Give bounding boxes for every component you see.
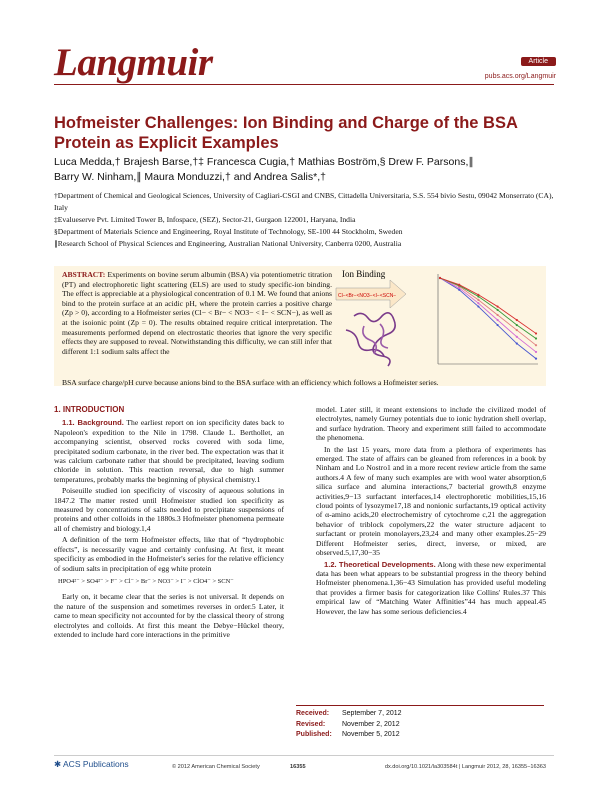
protein-helix: [354, 313, 395, 366]
data-point: [535, 351, 537, 353]
paragraph: The earliest report on ion specificity dates back to Napoleon's expedition to the Nile in 1798. Claude L. Berthollet, an accompanying scientist, observed rocks covered with soda lime, precipitated sodium carbonate, in the river bed. The expectation was that it was calcium carbonate rather that should be precipitated, leaving sodium chloride in solution. This reaction reversal, due to high summer temperatures, probably marks the beginning of physical chemistry.1: [54, 418, 284, 484]
abstract-text-end: BSA surface charge/pH curve because anions bind to the BSA surface with an efficiency which follows a Hofmeister series.: [62, 378, 439, 387]
protein-structure: [346, 313, 395, 366]
toc-series-text: Cl−<Br−<NO3−<I−<SCN−: [338, 293, 397, 299]
data-point: [535, 332, 537, 334]
series-line-SCN: [440, 278, 536, 359]
data-point: [497, 314, 499, 316]
journal-logo: Langmuir: [54, 41, 213, 84]
published-label: Published:: [296, 731, 332, 738]
body-column-right: [316, 405, 546, 618]
data-point: [497, 309, 499, 311]
data-point: [516, 329, 518, 331]
acs-logo-icon: ✱: [54, 759, 64, 769]
article-type-badge: Article: [521, 57, 556, 66]
paragraph: Poiseuille studied ion specificity of viscosity of aqueous solutions in 1847.2 The matter rested until Hofmeister studied ion specificity as measured by concentrations of salts needed to precipitate suspensions of proteins and other colloids in the 1880s.3 Hofmeister phenomena permeate all of chemistry and biology.1,4: [54, 486, 284, 533]
publisher-name: ACS Publications: [63, 759, 129, 769]
subsection-heading: 1.2. Theoretical Developments.: [324, 559, 436, 569]
header-rule: [54, 84, 554, 85]
toc-label: Ion Binding: [342, 269, 386, 279]
page-number: 16355: [290, 764, 306, 770]
revised-label: Revised:: [296, 720, 326, 728]
abstract-text: [62, 270, 332, 356]
series-line-I: [440, 278, 536, 352]
data-point: [516, 342, 518, 344]
author-list: [54, 155, 554, 185]
received-label: Received:: [296, 710, 330, 717]
data-point: [535, 358, 537, 360]
data-point: [497, 319, 499, 321]
publication-dates: [296, 705, 544, 741]
received-date: September 7, 2012: [342, 710, 402, 717]
paragraph: A definition of the term Hofmeister effects, like that of “hydrophobic effects”, is necessarily vague and certainly confusing. At first, it meant specificity as embodied in the Hofmeister's series for the relative efficiency of sodium salts in precipitation of egg white protein: [54, 535, 284, 573]
data-point: [477, 305, 479, 307]
toc-graphic: [334, 268, 542, 376]
data-point: [439, 277, 441, 279]
footer-rule: [54, 755, 554, 756]
affiliation: †Department of Chemical and Geological Sciences, University of Cagliari-CSGI and CNBS, Cittadella Universitaria, S.S. 554 bivio Sestu, 09042 Monserrato (CA), Italy: [54, 191, 554, 212]
protein-helix: [346, 330, 384, 356]
acs-publications-logo[interactable]: [54, 759, 129, 770]
paragraph: Along with these new experimental data has been what appears to be substantial progress in the theory behind Hofmeister phenomena.1,36−43 Simulation has provided useful modeling that provides a firmer basis for categorization like Collins' Rules.37 This empirical law of “Matching Water Affinities”44 has much appeal.45 However, the law has some serious deficiencies.4: [316, 559, 546, 616]
affiliation: §Department of Materials Science and Engineering, Royal Institute of Technology, SE-100 44 Stockholm, Sweden: [54, 227, 403, 236]
data-point: [477, 299, 479, 301]
affiliations: [54, 190, 554, 250]
body-column-left: [54, 405, 284, 641]
affiliation: ‡Evalueserve Pvt. Limited Tower B, Infospace, (SEZ), Sector-21, Gurgaon 122001, Haryana, India: [54, 215, 356, 224]
data-point: [516, 336, 518, 338]
journal-url-link[interactable]: pubs.acs.org/Langmuir: [484, 73, 556, 80]
data-point: [497, 324, 499, 326]
authors-line-2: Barry W. Ninham,∥ Maura Monduzzi,† and Andrea Salis*,†: [54, 171, 326, 183]
data-point: [535, 344, 537, 346]
paragraph: In the last 15 years, more data from a plethora of experiments has emerged. The state of affairs can be gleaned from references in a book by Ninham and Lo Nostro1 and in a more recent review article from the same authors.4 A few of many such examples are with wool water absorption,6 silica surface and alumina interactions,7 bacterial growth,8 enzyme activities,9−13 surfactant interfaces,14 electrophoretic mobilities,15,16 cloud points of lysozyme17,18 and nonionic surfactants,19 optical activity of α-amino acids,20 electrochemistry of cytochrome c,21 the aggregation behavior of triblock copolymers,22 the water structure adjacent to surfactant or protein monolayers,23,24 and many other examples.25−29 Different Hofmeister series, direct, inverse, or mixed, are observed.5,17,30−35: [316, 444, 546, 558]
data-point: [477, 302, 479, 304]
citation-doi-link[interactable]: dx.doi.org/10.1021/la303584t | Langmuir 2012, 28, 16355−16363: [384, 764, 546, 770]
subsection-heading: 1.1. Background.: [62, 418, 124, 428]
data-point: [477, 294, 479, 296]
published-date: November 5, 2012: [342, 731, 400, 738]
abstract-body: Experiments on bovine serum albumin (BSA) via potentiometric titration (PT) and electrophoretic light scattering (ELS) are used to study specific-ion binding. The effect is appreciable at a physiological concentration of 0.1 M. We found that anions bind to the protein surface at an acidic pH, where the protein carries a positive charge (Zp > 0), according to a Hofmeister series (Cl− < Br− < NO3− < I− < SCN−), as well as at the isoionic point (Zp = 0). The results obtained require critical interpretation. The measurements performed depend on electrostatic theories that ignore the very specific effects they are supposed to reveal. Notwithstanding this difficulty, we can still infer that different 1:1 sodium salts affect the: [62, 270, 332, 356]
authors-line-1: Luca Medda,† Brajesh Barse,†‡ Francesca Cugia,† Mathias Boström,§ Drew F. Parsons,∥: [54, 156, 474, 168]
toc-plot: [438, 274, 538, 364]
article-title: Hofmeister Challenges: Ion Binding and Charge of the BSA Protein as Explicit Examples: [54, 114, 518, 152]
data-point: [535, 337, 537, 339]
paragraph: Early on, it became clear that the series is not universal. It depends on the nature of the suspension and sometimes reverses in order.5 Later, it came to mean specificity not accounted for by the classical theory of strong electrolytes and colloids. At first this meant the Debye−Hückel theory, extended to include hard core interactions in the primitive: [54, 592, 284, 639]
copyright: © 2012 American Chemical Society: [172, 764, 260, 770]
hofmeister-series-equation: HPO4²⁻ > SO4²⁻ > F⁻ > Cl⁻ > Br⁻ > NO3⁻ > I⁻ > ClO4⁻ > SCN⁻: [58, 577, 234, 585]
data-point: [497, 305, 499, 307]
revised-date: November 2, 2012: [342, 720, 400, 728]
data-point: [458, 284, 460, 286]
affiliation: ∥Research School of Physical Sciences and Engineering, Australian National University, Canberra 0200, Australia: [54, 239, 402, 248]
abstract-label: ABSTRACT:: [62, 270, 106, 279]
data-point: [516, 319, 518, 321]
data-point: [516, 324, 518, 326]
section-heading: 1. INTRODUCTION: [54, 405, 125, 414]
paragraph: model. Later still, it meant extensions to include the civilized model of electrolytes, namely Gurney potentials due to ionic hydration shell overlap, and surface hydration. Theory and experiment still failed to accommodate the phenomena.: [316, 405, 546, 443]
